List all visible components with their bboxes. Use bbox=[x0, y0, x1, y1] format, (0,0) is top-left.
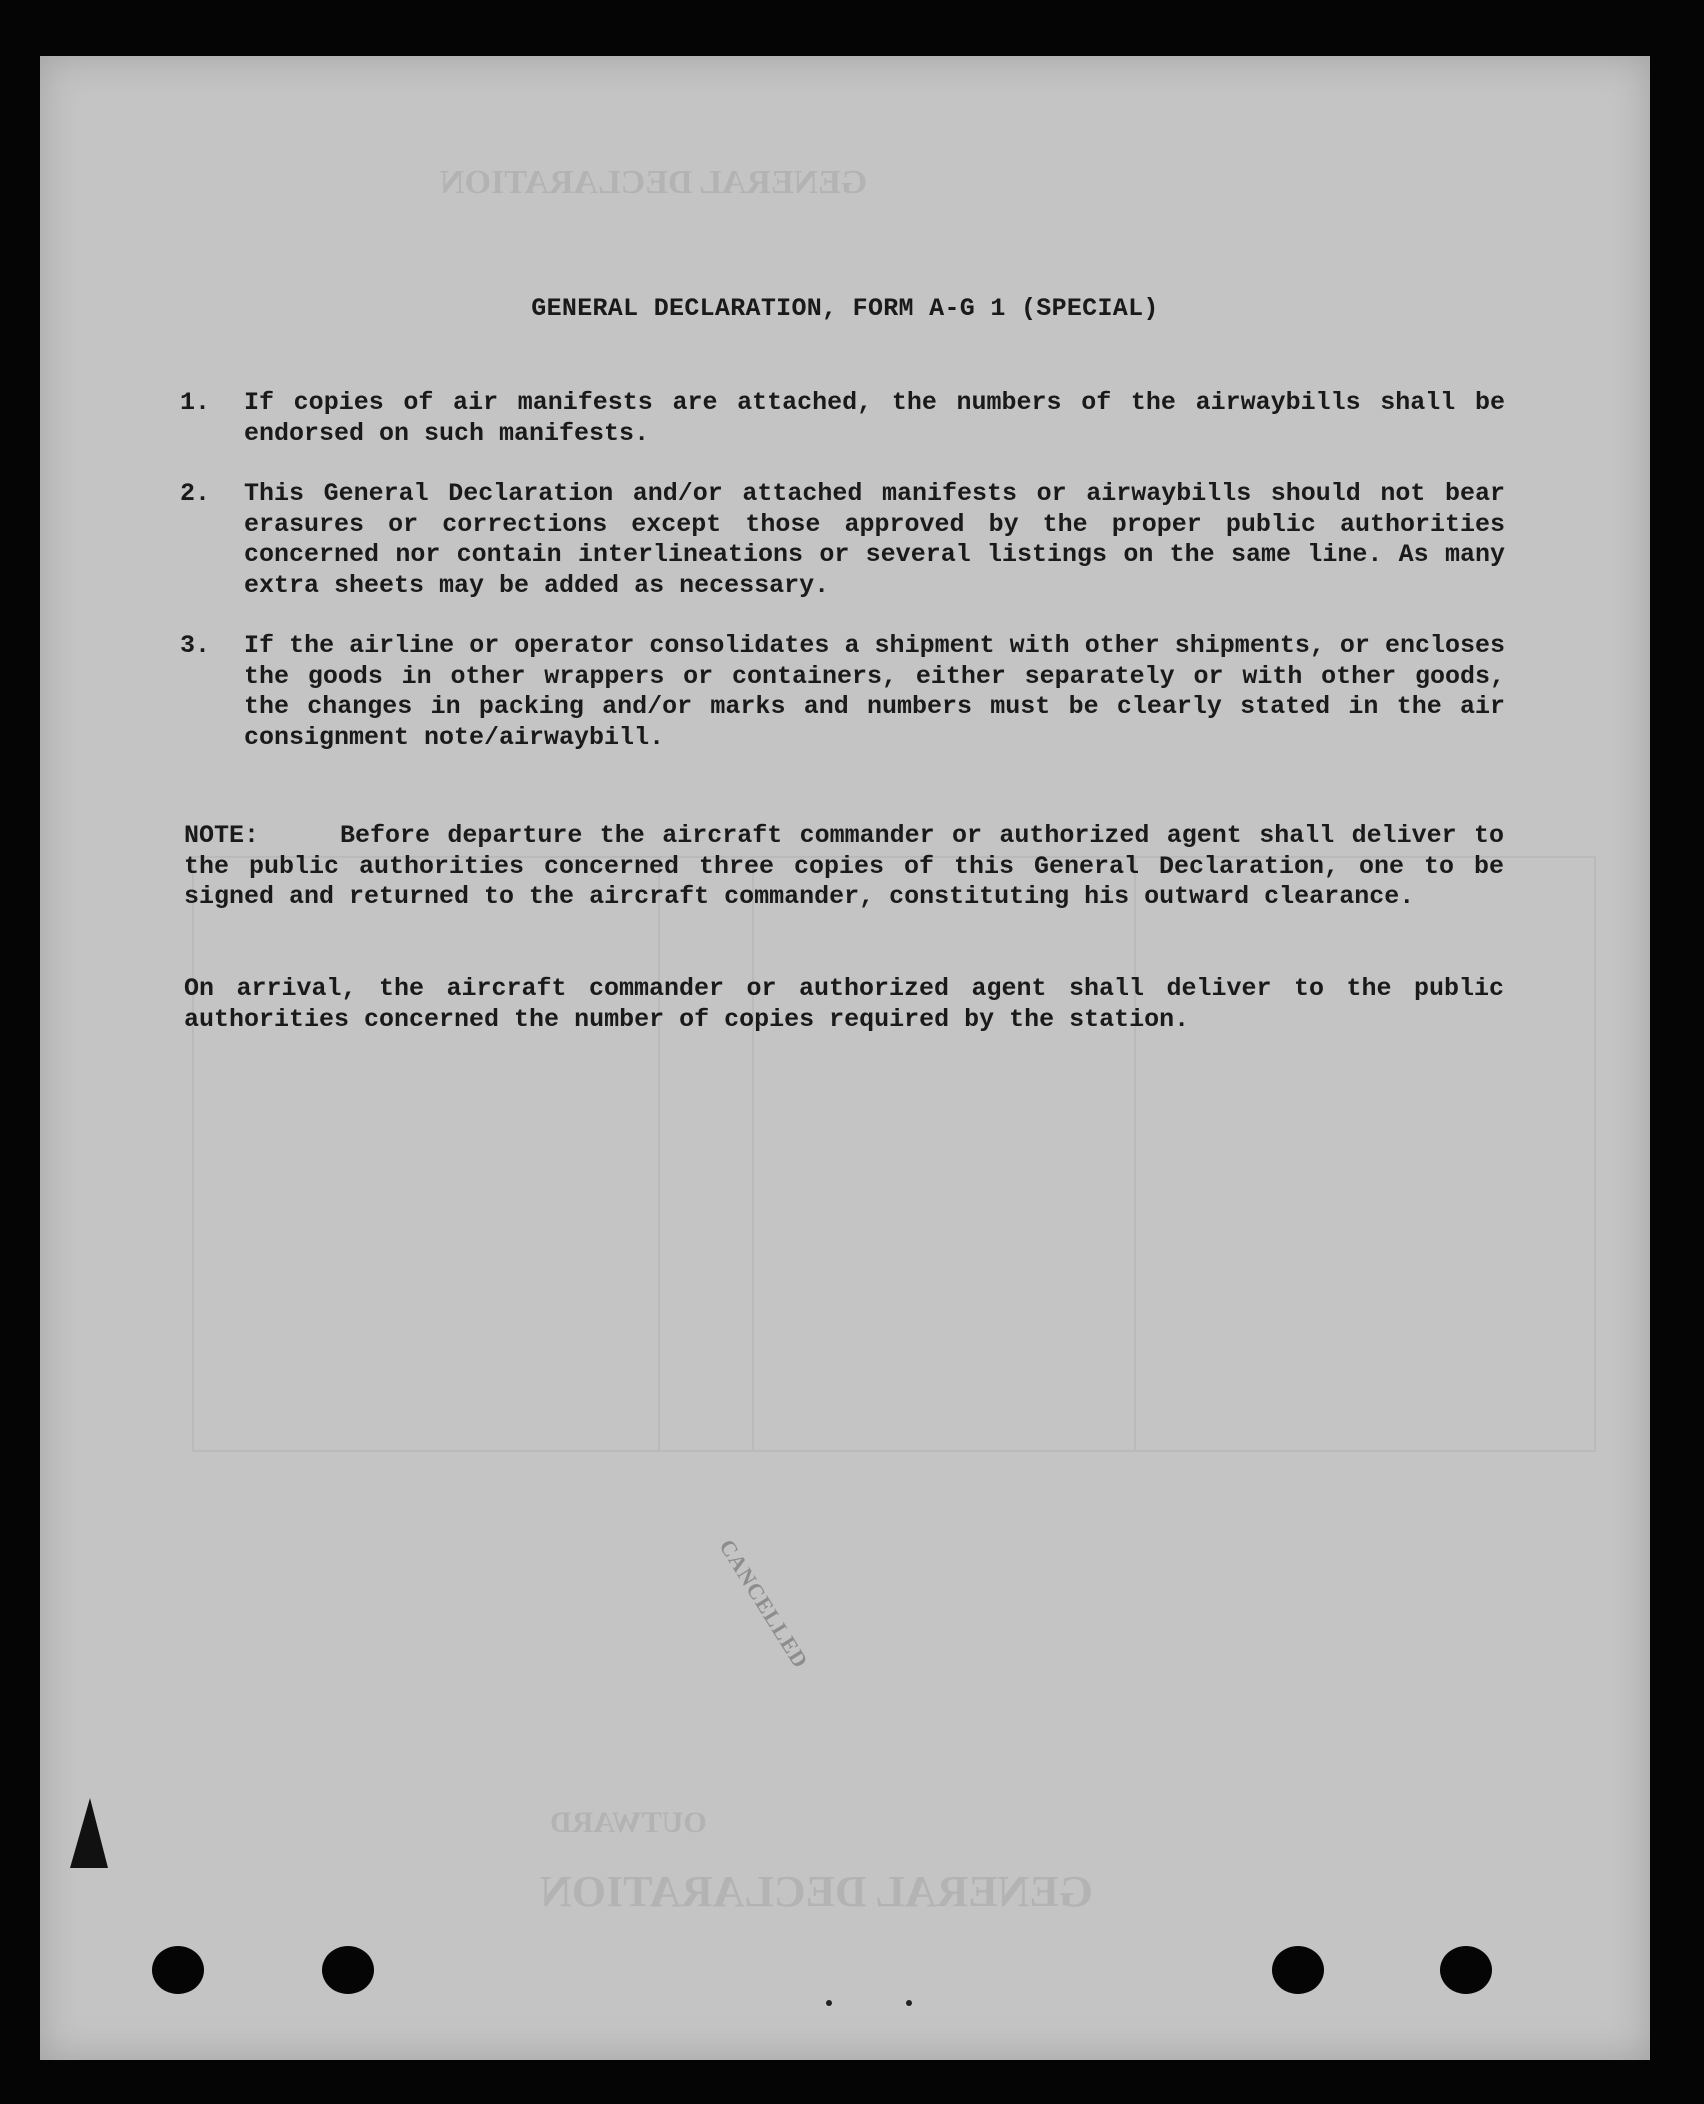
note-paragraph bbox=[184, 821, 1504, 913]
item-number: 3. bbox=[180, 631, 211, 660]
page-title: GENERAL DECLARATION, FORM A-G 1 (SPECIAL) bbox=[531, 294, 1159, 323]
punch-hole bbox=[1440, 1946, 1492, 1994]
item-text: If the airline or operator consolidates a shipment with other shipments, or encloses the goods in other wrappers or containers, either separately or with other goods, the changes in packing and/or marks and numbers must be clearly stated in the air consignment note/airwaybill. bbox=[244, 631, 1505, 752]
item-number: 1. bbox=[180, 388, 211, 417]
note-label: NOTE: bbox=[184, 821, 260, 850]
cancelled-stamp: CANCELLED bbox=[714, 1534, 814, 1673]
note-text: Before departure the aircraft commander or authorized agent shall deliver to the public authorities concerned three copies of this General Declaration, one to be signed and returned to the aircraft commander, constituting his outward clearance. bbox=[184, 821, 1504, 911]
punch-hole bbox=[152, 1946, 204, 1994]
item-number: 2. bbox=[180, 479, 211, 508]
speck bbox=[826, 2000, 832, 2006]
bleed-through-grid bbox=[192, 856, 1596, 1452]
bleed-through-text: GENERAL DECLARATION bbox=[440, 164, 868, 201]
punch-hole bbox=[1272, 1946, 1324, 1994]
bleed-through-text: GENERAL DECLARATION bbox=[540, 1867, 1093, 1916]
speck bbox=[906, 2000, 912, 2006]
arrival-paragraph bbox=[184, 974, 1504, 1035]
document-page bbox=[40, 56, 1650, 2060]
item-text: If copies of air manifests are attached, the numbers of the airwaybills shall be endorsed on such manifests. bbox=[244, 388, 1505, 448]
bleed-through-text: OUTWARD bbox=[550, 1806, 707, 1839]
item-text: This General Declaration and/or attached manifests or airwaybills should not bear erasures or corrections except those approved by the proper public authorities concerned nor contain interlineations or several listings on the same line. As many extra sheets may be added as necessary. bbox=[244, 479, 1505, 600]
paper-tear bbox=[70, 1798, 108, 1868]
arrival-text: On arrival, the aircraft commander or authorized agent shall deliver to the public authorities concerned the number of copies required by the station. bbox=[184, 974, 1504, 1034]
punch-hole bbox=[322, 1946, 374, 1994]
